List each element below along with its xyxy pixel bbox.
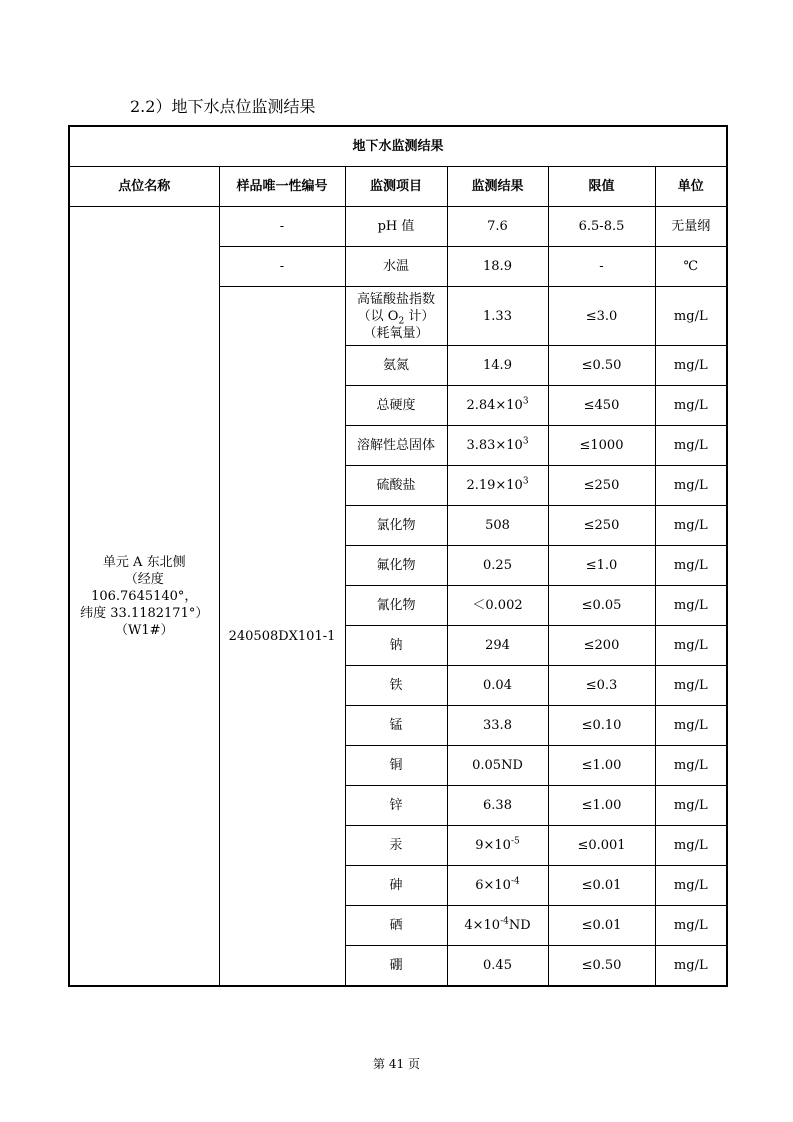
item-line: 高锰酸盐指数 [356,291,435,307]
limit-cell: ≤3.0 [548,287,655,346]
header-item: 监测项目 [345,167,447,207]
result-cell: $9\times 10^{-5}$ [447,826,548,866]
point-line: 纬度 33.1182171°） [80,605,209,621]
item-cell: 砷 [345,866,447,906]
groundwater-results-table [68,125,728,987]
unit-cell: mg/L [655,866,727,906]
item-cell: pH 值 [345,207,447,247]
unit-cell: mg/L [655,666,727,706]
unit-cell: mg/L [655,586,727,626]
item-line: （以 $O_2$ 计） [357,308,435,327]
limit-cell: ≤0.01 [548,866,655,906]
result-cell: $3.83\times 10^3$ [447,426,548,466]
limit-cell: ≤0.10 [548,706,655,746]
header-limit: 限值 [548,167,655,207]
header-unit: 单位 [655,167,727,207]
limit-cell: ≤250 [548,506,655,546]
result-cell: $2.84\times 10^3$ [447,386,548,426]
limit-cell: ≤0.50 [548,346,655,386]
item-cell: 铁 [345,666,447,706]
limit-cell: ≤0.50 [548,946,655,987]
limit-cell: ≤1.00 [548,746,655,786]
item-cell: 总硬度 [345,386,447,426]
limit-cell: ≤250 [548,466,655,506]
limit-cell: ≤450 [548,386,655,426]
unit-cell: mg/L [655,826,727,866]
table-title: 地下水监测结果 [69,126,727,167]
result-cell: $4\times 10^{-4}ND$ [447,906,548,946]
item-cell: 水温 [345,247,447,287]
item-cell: 硫酸盐 [345,466,447,506]
limit-cell: ≤0.3 [548,666,655,706]
unit-cell: ℃ [655,247,727,287]
limit-cell: ≤0.05 [548,586,655,626]
item-line: （耗氧量） [363,325,429,341]
unit-cell: mg/L [655,946,727,987]
unit-cell: 无量纲 [655,207,727,247]
unit-cell: mg/L [655,426,727,466]
header-sample-id: 样品唯一性编号 [219,167,345,207]
section-heading: 2.2）地下水点位监测结果 [130,97,316,116]
item-cell [345,287,447,346]
result-cell: 0.04 [447,666,548,706]
result-cell: 14.9 [447,346,548,386]
item-cell: 汞 [345,826,447,866]
page-number: 第 41 页 [373,1057,420,1071]
result-cell: $2.19\times 10^3$ [447,466,548,506]
unit-cell: mg/L [655,546,727,586]
header-point-name: 点位名称 [69,167,219,207]
result-cell: 6.38 [447,786,548,826]
result-cell: 294 [447,626,548,666]
item-cell: 氨氮 [345,346,447,386]
limit-cell: ≤1000 [548,426,655,466]
sample-id-cell: - [219,247,345,287]
result-cell: 0.05ND [447,746,548,786]
limit-cell: - [548,247,655,287]
result-cell: 0.25 [447,546,548,586]
result-cell: 7.6 [447,207,548,247]
result-cell: 0.45 [447,946,548,987]
point-name-cell [69,207,219,987]
limit-cell: ≤0.001 [548,826,655,866]
result-cell: 508 [447,506,548,546]
header-result: 监测结果 [447,167,548,207]
result-cell: ＜0.002 [447,586,548,626]
unit-cell: mg/L [655,287,727,346]
unit-cell: mg/L [655,906,727,946]
item-cell: 溶解性总固体 [345,426,447,466]
item-cell: 锌 [345,786,447,826]
unit-cell: mg/L [655,506,727,546]
point-line: 单元 A 东北侧 [102,554,186,570]
point-line: （经度 106.7645140°， [91,571,198,604]
limit-cell: ≤1.0 [548,546,655,586]
item-cell: 氟化物 [345,546,447,586]
unit-cell: mg/L [655,466,727,506]
item-cell: 氯化物 [345,506,447,546]
item-cell: 硼 [345,946,447,987]
result-cell: 18.9 [447,247,548,287]
unit-cell: mg/L [655,626,727,666]
unit-cell: mg/L [655,346,727,386]
sample-id-cell: - [219,207,345,247]
item-cell: 氰化物 [345,586,447,626]
limit-cell: 6.5-8.5 [548,207,655,247]
result-cell: 1.33 [447,287,548,346]
limit-cell: ≤200 [548,626,655,666]
item-cell: 铜 [345,746,447,786]
result-cell: 33.8 [447,706,548,746]
result-cell: $6\times 10^{-4}$ [447,866,548,906]
item-cell: 硒 [345,906,447,946]
limit-cell: ≤1.00 [548,786,655,826]
unit-cell: mg/L [655,386,727,426]
unit-cell: mg/L [655,706,727,746]
unit-cell: mg/L [655,786,727,826]
table-row [69,207,727,247]
item-cell: 钠 [345,626,447,666]
limit-cell: ≤0.01 [548,906,655,946]
point-line: （W1#） [114,622,174,638]
item-cell: 锰 [345,706,447,746]
unit-cell: mg/L [655,746,727,786]
sample-id-cell: 240508DX101-1 [219,287,345,987]
